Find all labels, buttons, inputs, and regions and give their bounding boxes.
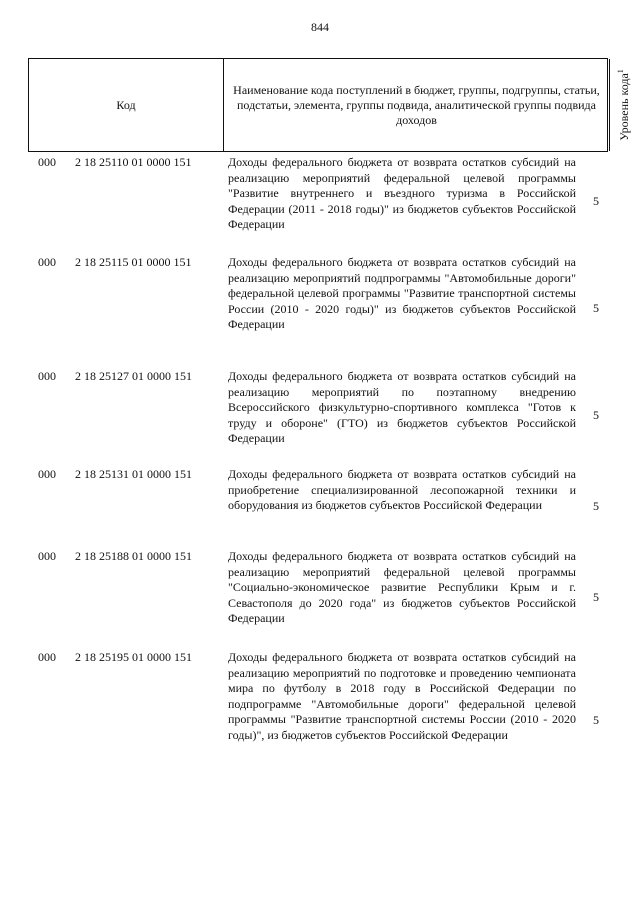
revenue-code: 2 18 25188 01 0000 151 (75, 549, 192, 563)
admin-code: 000 (38, 650, 56, 664)
revenue-code: 2 18 25115 01 0000 151 (75, 255, 192, 269)
revenue-name: Доходы федерального бюджета от возврата остатков субсидий на реализацию мероприятий по поэтапному внедрению Всероссийского физкультурно-спортивного комплекса "Готов к труду и обороне" (ГТО) из бюджетов субъектов Российской Федерации (228, 369, 576, 446)
header-level-label (616, 69, 632, 141)
revenue-name: Доходы федерального бюджета от возврата остатков субсидий на приобретение специализированной лесопожарной техники и оборудования из бюджетов субъектов Российской Федерации (228, 467, 576, 513)
code-level: 5 (593, 408, 599, 422)
revenue-code: 2 18 25131 01 0000 151 (75, 467, 192, 481)
code-level: 5 (593, 301, 599, 315)
header-level-footnote: 1 (616, 69, 625, 74)
header-name: Наименование кода поступлений в бюджет, группы, подгруппы, статьи, подстатьи, элемента, группы подвида, аналитической группы подвида доходов (224, 59, 610, 151)
admin-code: 000 (38, 467, 56, 481)
revenue-name: Доходы федерального бюджета от возврата остатков субсидий на реализацию мероприятий по подготовке и проведению чемпионата мира по футболу в 2018 году в Российской Федерации по подпрограмме "Автомобильные дороги" федеральной целевой программы "Развитие транспортной системы России (2010 - 2020 годы)", из бюджетов субъектов Российской Федерации (228, 650, 576, 742)
revenue-name: Доходы федерального бюджета от возврата остатков субсидий на реализацию мероприятий подпрограммы "Автомобильные дороги" федеральной целевой программы "Развитие транспортной системы России (2010 - 2020 годы)" из бюджетов субъектов Российской Федерации (228, 255, 576, 332)
page-number: 844 (311, 20, 329, 34)
header-level-text: Уровень кода (617, 73, 631, 141)
code-level: 5 (593, 590, 599, 604)
admin-code: 000 (38, 369, 56, 383)
header-code: Код (29, 59, 224, 151)
revenue-name: Доходы федерального бюджета от возврата остатков субсидий на реализацию мероприятий федеральной целевой программы "Социально-экономическое развитие Республики Крым и г. Севастополя до 2020 года" из бюджетов субъектов Российской Федерации (228, 549, 576, 626)
table-header (28, 58, 631, 152)
revenue-code: 2 18 25110 01 0000 151 (75, 155, 192, 169)
code-level: 5 (593, 713, 599, 727)
revenue-name: Доходы федерального бюджета от возврата остатков субсидий на реализацию мероприятий федеральной целевой программы "Развитие внутреннего и въездного туризма в Российской Федерации (2011 - 2018 годы)" из бюджетов субъектов Российской Федерации (228, 155, 576, 232)
code-level: 5 (593, 194, 599, 208)
revenue-code: 2 18 25127 01 0000 151 (75, 369, 192, 383)
admin-code: 000 (38, 549, 56, 563)
code-level: 5 (593, 499, 599, 513)
admin-code: 000 (38, 155, 56, 169)
admin-code: 000 (38, 255, 56, 269)
revenue-code: 2 18 25195 01 0000 151 (75, 650, 192, 664)
header-level (611, 59, 637, 151)
